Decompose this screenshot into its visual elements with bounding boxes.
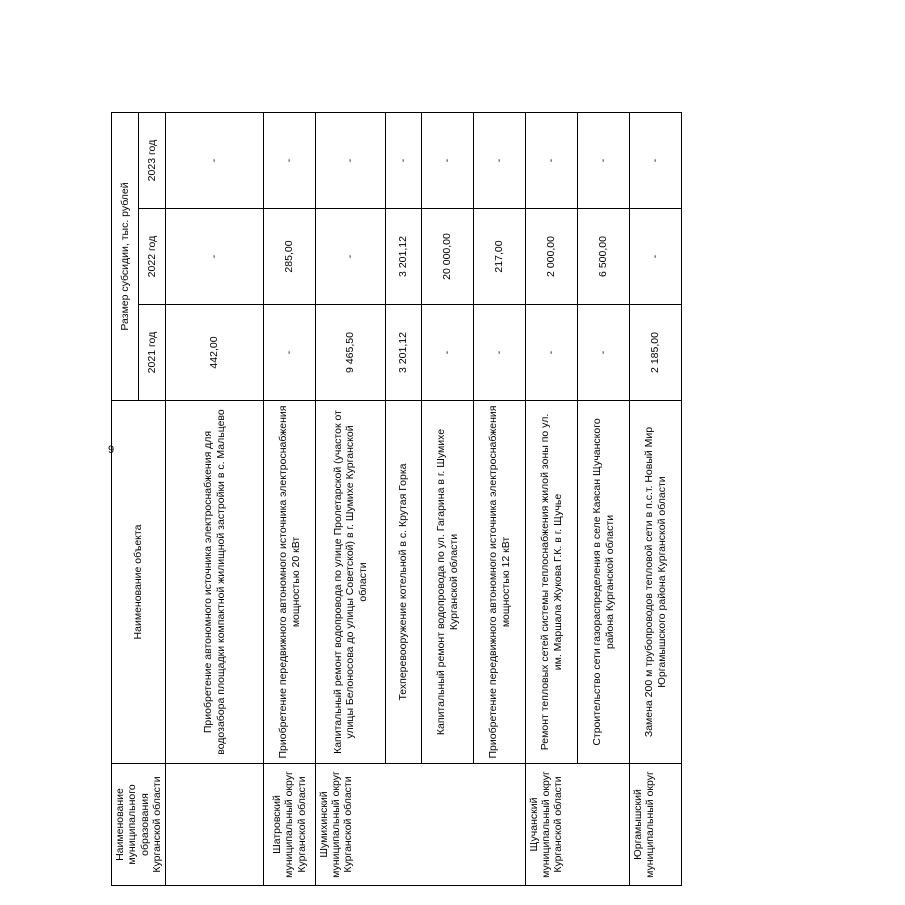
value-2021: -	[526, 305, 578, 401]
municipality-cell: Шумихинский муниципальный округ Курганской области	[316, 764, 526, 886]
object-cell: Техперевооружение котельной в с. Крутая Горка	[386, 401, 422, 764]
header-year-2023: 2023 год	[139, 112, 166, 208]
value-2022: -	[630, 209, 682, 305]
value-2021: 3 201,12	[386, 305, 422, 401]
value-2022: 285,00	[264, 209, 316, 305]
value-2022: 2 000,00	[526, 209, 578, 305]
object-cell: Приобретение передвижного автономного источника электроснабжения мощностью 20 кВт	[264, 401, 316, 764]
value-2023: -	[578, 112, 630, 208]
value-2021: -	[578, 305, 630, 401]
table-row	[630, 112, 682, 885]
value-2022: 217,00	[474, 209, 526, 305]
page-number: 9	[108, 444, 115, 456]
value-2023: -	[166, 112, 264, 208]
header-year-2022: 2022 год	[139, 209, 166, 305]
table-row	[316, 112, 386, 885]
header-object: Наименование объекта	[112, 401, 166, 764]
object-cell: Капитальный ремонт водопровода по улице Пролетарской (участок от улицы Белоносова до улицы Советской) в г. Шумихе Курганской области	[316, 401, 386, 764]
value-2022: 6 500,00	[578, 209, 630, 305]
value-2022: -	[316, 209, 386, 305]
header-year-2021: 2021 год	[139, 305, 166, 401]
object-cell: Капитальный ремонт водопровода по ул. Гагарина в г. Шумихе Курганской области	[422, 401, 474, 764]
value-2023: -	[264, 112, 316, 208]
object-cell: Приобретение автономного источника электроснабжения для водозабора площадки компактной жилищной застройки в с. Мальцево	[166, 401, 264, 764]
municipality-cell: Щучанский муниципальный округ Курганской области	[526, 764, 630, 886]
value-2021: -	[422, 305, 474, 401]
header-subsidy: Размер субсидии, тыс. рублей	[112, 112, 139, 400]
municipality-cell: Шатровский муниципальный округ Курганской области	[264, 764, 316, 886]
value-2023: -	[422, 112, 474, 208]
object-cell: Строительство сети газораспределения в селе Каясан Щучанского района Курганской области	[578, 401, 630, 764]
table-row	[264, 112, 316, 885]
value-2021: 442,00	[166, 305, 264, 401]
value-2021: 9 465,50	[316, 305, 386, 401]
object-cell: Замена 200 м трубопроводов тепловой сети в п.с.т. Новый Мир Юргамышского района Курганской области	[630, 401, 682, 764]
value-2021: -	[264, 305, 316, 401]
table-row	[526, 112, 578, 885]
municipality-cell: Юргамышский муниципальный округ	[630, 764, 682, 886]
value-2023: -	[316, 112, 386, 208]
table-row	[166, 112, 264, 885]
header-municipality: Наименование муниципального образования Курганской области	[112, 764, 166, 886]
value-2023: -	[526, 112, 578, 208]
value-2021: -	[474, 305, 526, 401]
value-2022: -	[166, 209, 264, 305]
value-2022: 20 000,00	[422, 209, 474, 305]
subsidy-table	[111, 112, 682, 886]
value-2021: 2 185,00	[630, 305, 682, 401]
value-2023: -	[474, 112, 526, 208]
object-cell: Ремонт тепловых сетей системы теплоснабжения жилой зоны по ул. им. Маршала Жукова Г.К. в г. Щучье	[526, 401, 578, 764]
object-cell: Приобретение передвижного автономного источника электроснабжения мощностью 12 кВт	[474, 401, 526, 764]
value-2023: -	[386, 112, 422, 208]
rotated-page	[0, 139, 905, 905]
value-2022: 3 201,12	[386, 209, 422, 305]
municipality-cell	[166, 764, 264, 886]
value-2023: -	[630, 112, 682, 208]
header-row	[112, 112, 139, 885]
